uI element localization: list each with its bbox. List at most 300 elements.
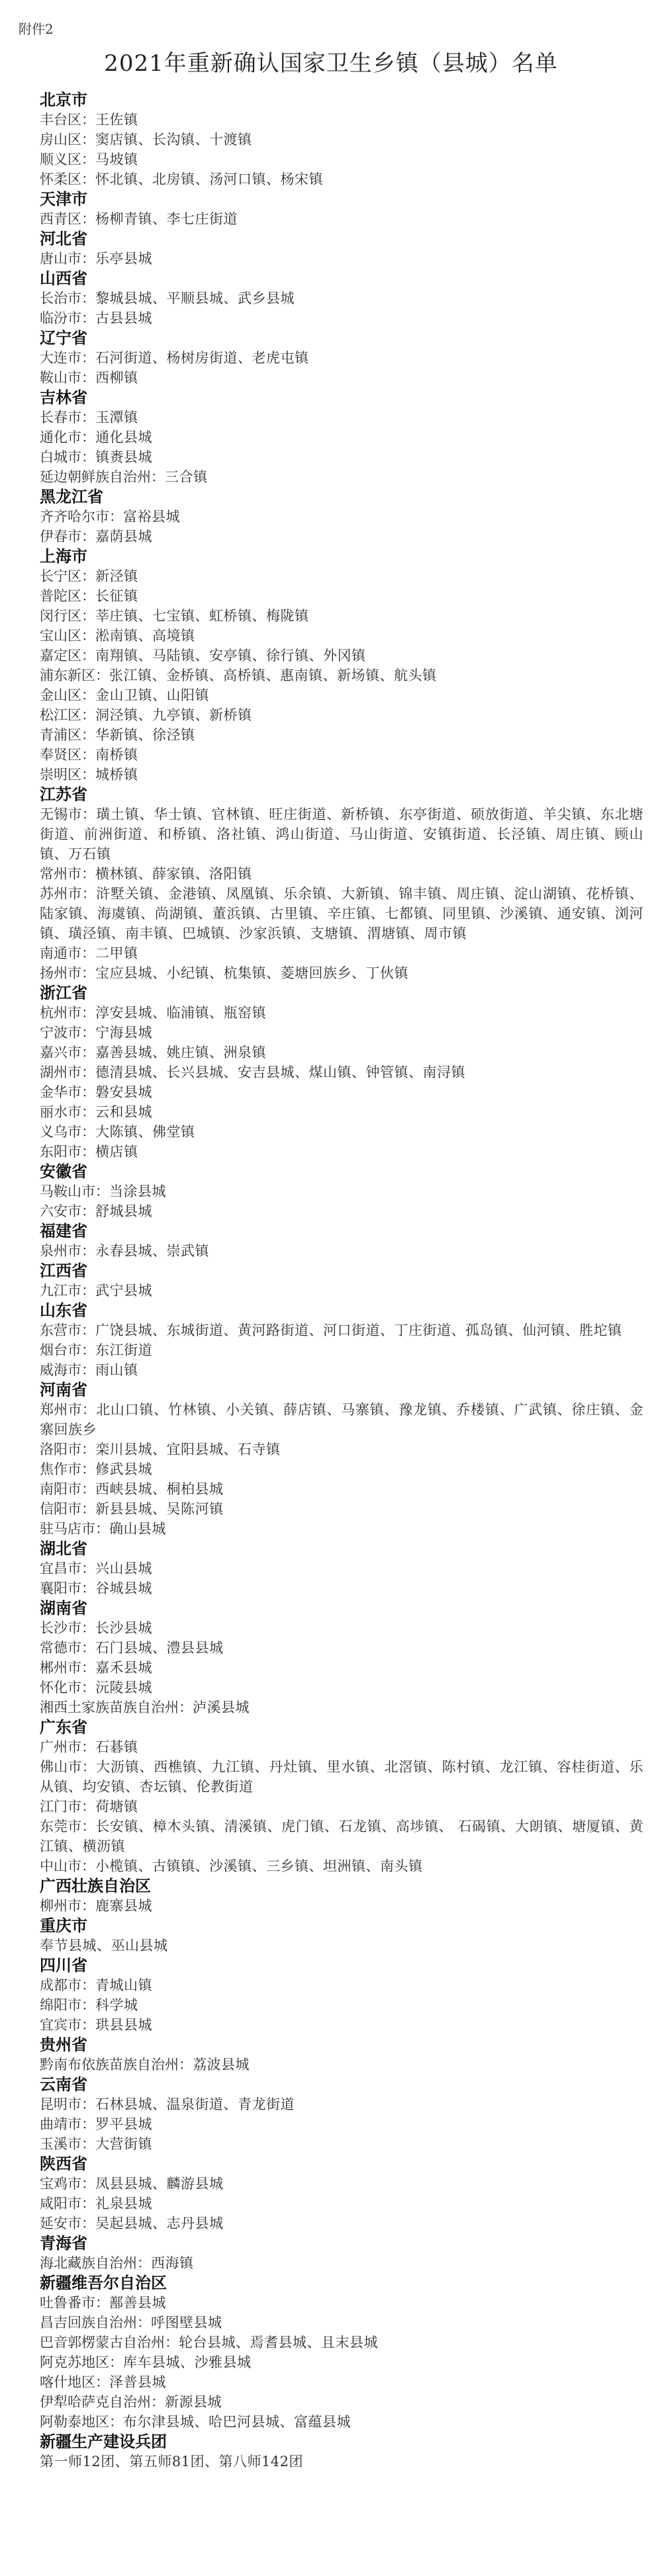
town-names: 嘉禾县城 (95, 1660, 152, 1676)
province-heading: 广西壮族自治区 (40, 1876, 151, 1895)
town-names: 北山口镇、竹林镇、小关镇、薛店镇、马寨镇、豫龙镇、乔楼镇、广武镇、徐庄镇、金寨回族乡 (40, 1402, 644, 1438)
town-names: 广饶县城、东城街道、黄河路街道、河口街道、丁庄街道、孤岛镇、仙河镇、胜坨镇 (95, 1322, 622, 1338)
city-entry (40, 705, 643, 725)
province-block (40, 2273, 643, 2432)
town-names: 马坡镇 (95, 151, 138, 167)
town-names: 嘉荫县城 (95, 529, 152, 544)
city-name: 无锡市： (40, 806, 97, 822)
city-entry (40, 467, 643, 487)
town-names: 金山卫镇、山阳镇 (95, 687, 209, 703)
province-block (40, 785, 643, 983)
province-block (40, 388, 643, 487)
city-entry (40, 804, 643, 864)
city-entry (40, 1757, 643, 1797)
province-block (40, 1261, 643, 1301)
town-names: 宁海县城 (95, 1025, 152, 1041)
town-names: 新源县城 (165, 2394, 222, 2410)
province-heading: 青海省 (40, 2233, 87, 2253)
city-entry (40, 427, 643, 447)
city-name: 吐鲁番市： (40, 2295, 109, 2311)
city-entry (40, 1320, 643, 1340)
city-entry (40, 2452, 643, 2471)
city-name: 白城市： (40, 449, 95, 465)
province-block (40, 1221, 643, 1261)
city-name: 咸阳市： (40, 2196, 95, 2211)
city-name: 佛山市： (40, 1759, 97, 1775)
province-heading: 安徽省 (40, 1162, 87, 1181)
province-heading: 上海市 (40, 546, 87, 566)
province-block (40, 1916, 643, 1955)
city-entry (40, 646, 643, 665)
city-name: 昆明市： (40, 2096, 95, 2112)
city-name: 焦作市： (40, 1461, 95, 1477)
town-names: 南桥镇 (95, 747, 138, 763)
city-name: 长沙市： (40, 1620, 95, 1636)
city-name: 扬州市： (40, 965, 95, 981)
province-block (40, 269, 643, 328)
city-name: 烟台市： (40, 1342, 95, 1358)
town-names: 长征镇 (95, 588, 138, 604)
city-name: 奉贤区： (40, 747, 95, 763)
city-entry (40, 1281, 643, 1301)
attachment-label: 附件2 (19, 21, 54, 37)
city-entry (40, 169, 643, 189)
city-entry (40, 1142, 643, 1162)
city-name: 普陀区： (40, 588, 95, 604)
city-name: 驻马店市： (40, 1521, 109, 1537)
province-heading: 江西省 (40, 1261, 87, 1280)
town-names: 洞泾镇、九亭镇、新桥镇 (95, 707, 252, 723)
town-names: 荔波县城 (193, 2057, 250, 2073)
city-entry (40, 1360, 643, 1380)
city-name: 常德市： (40, 1640, 95, 1656)
city-entry (40, 1062, 643, 1082)
city-name: 东莞市： (40, 1819, 96, 1834)
town-names: 沅陵县城 (95, 1680, 152, 1696)
city-name: 中山市： (40, 1858, 95, 1874)
city-name: 西青区： (40, 211, 95, 227)
city-name: 嘉定区： (40, 648, 95, 664)
town-names: 宝应县城、小纪镇、杭集镇、菱塘回族乡、丁伙镇 (95, 965, 408, 981)
town-names: 横林镇、薛家镇、洛阳镇 (95, 866, 252, 882)
town-names: 华新镇、徐泾镇 (95, 727, 195, 743)
city-name: 大连市： (40, 350, 95, 366)
city-name: 曲靖市： (40, 2116, 95, 2132)
town-names: 第一师12团、第五师81团、第八师142团 (40, 2454, 304, 2469)
city-entry (40, 2352, 643, 2372)
town-names: 云和县城 (95, 1104, 152, 1120)
city-entry (40, 1578, 643, 1598)
town-names: 新县县城、吴陈河镇 (95, 1501, 224, 1517)
city-name: 宝山区： (40, 628, 95, 644)
city-name: 长宁区： (40, 568, 95, 584)
town-names: 城桥镇 (95, 767, 138, 783)
town-names: 鄯善县城 (109, 2295, 166, 2311)
city-entry (40, 1122, 643, 1142)
city-name: 浦东新区： (40, 667, 109, 683)
town-names: 奉节县城、巫山县城 (40, 1938, 168, 1953)
city-entry (40, 2055, 643, 2075)
city-name: 临汾市： (40, 310, 95, 326)
city-entry (40, 2412, 643, 2432)
province-heading: 天津市 (40, 189, 87, 208)
city-name: 宜宾市： (40, 2017, 95, 2033)
town-names: 长沙县城 (95, 1620, 152, 1636)
city-entry (40, 249, 643, 269)
city-entry (40, 2293, 643, 2313)
province-heading: 河南省 (40, 1380, 87, 1399)
city-name: 唐山市： (40, 251, 95, 267)
province-block (40, 2233, 643, 2273)
city-name: 宁波市： (40, 1025, 95, 1041)
province-heading: 重庆市 (40, 1916, 87, 1935)
town-names: 黎城县城、平顺县城、武乡县城 (95, 290, 295, 306)
town-names: 修武县城 (95, 1461, 152, 1477)
city-entry (40, 1737, 643, 1757)
city-name: 洛阳市： (40, 1441, 95, 1457)
province-block (40, 328, 643, 388)
city-entry (40, 1936, 643, 1955)
city-entry (40, 1856, 643, 1876)
city-name: 延边朝鲜族自治州： (40, 469, 165, 485)
province-block (40, 2154, 643, 2233)
town-names: 大陈镇、佛堂镇 (95, 1124, 195, 1140)
city-name: 广州市： (40, 1739, 95, 1755)
province-heading: 北京市 (40, 90, 87, 109)
town-names: 杨柳青镇、李七庄街道 (95, 211, 238, 227)
town-names: 浒墅关镇、金港镇、凤凰镇、乐余镇、大新镇、锦丰镇、周庄镇、淀山湖镇、花桥镇、陆家镇、海虞镇、尚湖镇、董浜镇、古里镇、辛庄镇、七都镇、同里镇、沙溪镇、通安镇、浏河镇、璜泾镇、南丰镇、巴城镇、沙家浜镇、支塘镇、渭塘镇、周市镇 (40, 886, 644, 941)
town-names: 武宁县城 (95, 1283, 152, 1299)
city-name: 南通市： (40, 945, 95, 961)
city-entry (40, 2174, 643, 2194)
city-entry (40, 1201, 643, 1221)
city-entry (40, 1479, 643, 1499)
city-entry (40, 150, 643, 169)
city-name: 义乌市： (40, 1124, 95, 1140)
city-entry (40, 1618, 643, 1638)
city-entry (40, 1658, 643, 1678)
town-names: 谷城县城 (95, 1580, 152, 1596)
city-entry (40, 288, 643, 308)
town-names: 小榄镇、古镇镇、沙溪镇、三乡镇、坦洲镇、南头镇 (95, 1858, 423, 1874)
town-names: 三合镇 (165, 469, 208, 485)
city-name: 松江区： (40, 707, 95, 723)
city-entry (40, 1499, 643, 1519)
city-entry (40, 725, 643, 745)
town-names: 泽普县城 (109, 2374, 166, 2390)
town-names: 镇赉县城 (95, 449, 152, 465)
city-entry (40, 130, 643, 150)
town-names: 西柳镇 (95, 370, 138, 386)
city-entry (40, 1975, 643, 1995)
city-entry (40, 1102, 643, 1122)
town-names: 珙县县城 (95, 2017, 152, 2033)
town-names: 西峡县城、桐柏县城 (95, 1481, 224, 1497)
city-entry (40, 626, 643, 646)
city-name: 绵阳市： (40, 1997, 95, 2013)
town-names: 轮台县城、焉耆县城、且末县城 (179, 2335, 378, 2350)
city-name: 昌吉回族自治州： (40, 2315, 151, 2331)
city-name: 泉州市： (40, 1243, 95, 1259)
city-entry (40, 665, 643, 685)
town-names: 新泾镇 (95, 568, 138, 584)
city-entry (40, 2253, 643, 2273)
city-entry (40, 1439, 643, 1459)
city-entry (40, 566, 643, 586)
city-entry (40, 1638, 643, 1658)
town-names: 雨山镇 (95, 1362, 138, 1378)
city-name: 怀化市： (40, 1680, 95, 1696)
town-names: 大营街镇 (95, 2136, 152, 2152)
city-entry (40, 308, 643, 328)
province-heading: 贵州省 (40, 2035, 87, 2054)
city-entry (40, 1043, 643, 1062)
province-block (40, 1380, 643, 1539)
town-names: 确山县城 (109, 1521, 166, 1537)
province-block (40, 1162, 643, 1221)
province-block (40, 1598, 643, 1717)
town-names: 二甲镇 (95, 945, 138, 961)
city-name: 顺义区： (40, 151, 95, 167)
city-entry (40, 408, 643, 427)
town-names: 吴起县城、志丹县城 (95, 2215, 224, 2231)
province-block (40, 546, 643, 785)
town-names: 荷塘镇 (95, 1799, 138, 1815)
city-name: 江门市： (40, 1799, 95, 1815)
province-heading: 福建省 (40, 1221, 87, 1240)
town-names: 乐亭县城 (95, 251, 152, 267)
city-entry (40, 110, 643, 130)
city-name: 阿克苏地区： (40, 2354, 123, 2370)
town-names: 富裕县城 (123, 509, 180, 525)
town-names: 东江街道 (95, 1342, 152, 1358)
city-name: 马鞍山市： (40, 1183, 109, 1199)
town-names: 西海镇 (151, 2255, 194, 2271)
town-names: 罗平县城 (95, 2116, 152, 2132)
province-heading: 吉林省 (40, 388, 87, 407)
province-block (40, 1955, 643, 2035)
city-name: 长治市： (40, 290, 95, 306)
town-names: 张江镇、金桥镇、高桥镇、惠南镇、新场镇、航头镇 (109, 667, 437, 683)
town-names: 德清县城、长兴县城、安吉县城、煤山镇、钟管镇、南浔镇 (95, 1064, 465, 1080)
town-names: 兴山县城 (95, 1561, 152, 1576)
city-name: 通化市： (40, 429, 95, 445)
city-entry (40, 1023, 643, 1043)
province-block (40, 487, 643, 546)
province-heading: 陕西省 (40, 2154, 87, 2173)
city-name: 信阳市： (40, 1501, 95, 1517)
city-entry (40, 1559, 643, 1578)
city-name: 常州市： (40, 866, 95, 882)
city-entry (40, 943, 643, 963)
province-heading: 黑龙江省 (40, 487, 103, 506)
city-name: 六安市： (40, 1203, 95, 1219)
city-name: 玉溪市： (40, 2136, 95, 2152)
city-entry (40, 2313, 643, 2333)
city-name: 丰台区： (40, 112, 95, 128)
city-name: 湖州市： (40, 1064, 95, 1080)
town-names: 礼泉县城 (95, 2196, 152, 2211)
town-names: 凤县县城、麟游县城 (95, 2176, 224, 2192)
city-entry (40, 348, 643, 368)
city-name: 海北藏族自治州： (40, 2255, 151, 2271)
province-block (40, 2432, 643, 2471)
city-entry (40, 209, 643, 229)
city-entry (40, 507, 643, 527)
town-names: 莘庄镇、七宝镇、虹桥镇、梅陇镇 (95, 608, 309, 624)
province-heading: 山东省 (40, 1301, 87, 1320)
province-heading: 江苏省 (40, 785, 87, 804)
province-block (40, 1717, 643, 1876)
town-names: 永春县城、崇武镇 (95, 1243, 209, 1259)
province-block (40, 229, 643, 269)
province-block (40, 1539, 643, 1598)
town-names: 窦店镇、长沟镇、十渡镇 (95, 132, 252, 148)
city-name: 郴州市： (40, 1660, 95, 1676)
province-heading: 四川省 (40, 1955, 87, 1975)
town-names: 淞南镇、高境镇 (95, 628, 195, 644)
city-name: 东营市： (40, 1322, 95, 1338)
province-heading: 湖南省 (40, 1598, 87, 1617)
city-entry (40, 2392, 643, 2412)
city-entry (40, 2015, 643, 2035)
city-name: 长春市： (40, 409, 95, 425)
city-entry (40, 2194, 643, 2213)
town-names: 呼图壁县城 (151, 2315, 222, 2331)
province-block (40, 2075, 643, 2154)
province-block (40, 983, 643, 1162)
town-names: 石门县城、澧县县城 (95, 1640, 224, 1656)
town-list (40, 90, 643, 2471)
city-name: 成都市： (40, 1977, 95, 1993)
city-entry (40, 2213, 643, 2233)
town-names: 怀北镇、北房镇、汤河口镇、杨宋镇 (95, 171, 323, 187)
province-block (40, 90, 643, 189)
city-entry (40, 606, 643, 626)
town-names: 古县县城 (95, 310, 152, 326)
city-name: 喀什地区： (40, 2374, 109, 2390)
city-entry (40, 2372, 643, 2392)
city-name: 怀柔区： (40, 171, 95, 187)
city-entry (40, 1459, 643, 1479)
city-entry (40, 1241, 643, 1261)
page-title: 2021年重新确认国家卫生乡镇（县城）名单 (104, 50, 558, 77)
city-entry (40, 963, 643, 983)
town-names: 磐安县城 (95, 1084, 152, 1100)
city-entry (40, 1817, 643, 1856)
city-name: 伊犁哈萨克自治州： (40, 2394, 165, 2410)
town-names: 横店镇 (95, 1144, 138, 1160)
town-names: 舒城县城 (95, 1203, 152, 1219)
city-name: 宝鸡市： (40, 2176, 95, 2192)
city-entry (40, 2134, 643, 2154)
city-name: 房山区： (40, 132, 95, 148)
city-entry (40, 745, 643, 765)
city-entry (40, 527, 643, 546)
province-heading: 辽宁省 (40, 328, 87, 347)
town-names: 璜土镇、华士镇、官林镇、旺庄街道、新桥镇、东亭街道、硕放街道、羊尖镇、东北塘街道、前洲街道、和桥镇、洛社镇、鸿山街道、马山街道、安镇街道、长泾镇、周庄镇、顾山镇、万石镇 (40, 806, 644, 862)
city-entry (40, 2094, 643, 2114)
city-entry (40, 765, 643, 785)
city-entry (40, 1181, 643, 1201)
city-name: 九江市： (40, 1283, 95, 1299)
province-block (40, 1301, 643, 1380)
town-names: 石碁镇 (95, 1739, 138, 1755)
city-entry (40, 1896, 643, 1916)
city-name: 苏州市： (40, 886, 97, 902)
town-names: 栾川县城、宜阳县城、石寺镇 (95, 1441, 281, 1457)
city-entry (40, 1519, 643, 1539)
town-names: 石林县城、温泉街道、青龙街道 (95, 2096, 295, 2112)
town-names: 泸溪县城 (193, 1699, 250, 1715)
town-names: 淳安县城、临浦镇、瓶窑镇 (95, 1005, 266, 1021)
city-name: 青浦区： (40, 727, 95, 743)
city-name: 崇明区： (40, 767, 95, 783)
town-names: 通化县城 (95, 429, 152, 445)
province-heading: 广东省 (40, 1717, 87, 1737)
city-entry (40, 884, 643, 943)
city-entry (40, 1678, 643, 1697)
town-names: 长安镇、樟木头镇、清溪镇、虎门镇、石龙镇、高埗镇、 石碣镇、大朗镇、塘厦镇、黄江镇、横沥镇 (40, 1819, 644, 1854)
city-name: 嘉兴市： (40, 1045, 95, 1060)
city-name: 金山区： (40, 687, 95, 703)
city-name: 丽水市： (40, 1104, 95, 1120)
province-heading: 新疆生产建设兵团 (40, 2432, 167, 2451)
city-name: 湘西土家族苗族自治州： (40, 1699, 193, 1715)
province-block (40, 189, 643, 229)
city-name: 郑州市： (40, 1402, 97, 1418)
city-name: 杭州市： (40, 1005, 95, 1021)
city-entry (40, 1082, 643, 1102)
city-name: 闵行区： (40, 608, 95, 624)
city-entry (40, 1400, 643, 1439)
city-entry (40, 2114, 643, 2134)
city-name: 南阳市： (40, 1481, 95, 1497)
province-block (40, 2035, 643, 2075)
city-entry (40, 864, 643, 884)
city-name: 鞍山市： (40, 370, 95, 386)
city-name: 襄阳市： (40, 1580, 95, 1596)
city-entry (40, 1340, 643, 1360)
city-entry (40, 1995, 643, 2015)
province-heading: 新疆维吾尔自治区 (40, 2273, 167, 2292)
town-names: 大沥镇、西樵镇、九江镇、丹灶镇、里水镇、北滘镇、陈村镇、龙江镇、容桂街道、乐从镇、均安镇、杏坛镇、伦教街道 (40, 1759, 644, 1795)
town-names: 当涂县城 (109, 1183, 166, 1199)
city-name: 柳州市： (40, 1898, 95, 1914)
town-names: 王佐镇 (95, 112, 138, 128)
province-block (40, 1876, 643, 1916)
city-name: 宜昌市： (40, 1561, 95, 1576)
city-name: 威海市： (40, 1362, 95, 1378)
city-entry (40, 685, 643, 705)
province-heading: 湖北省 (40, 1539, 87, 1558)
town-names: 青城山镇 (95, 1977, 152, 1993)
province-heading: 浙江省 (40, 983, 87, 1002)
city-name: 阿勒泰地区： (40, 2414, 123, 2430)
city-name: 东阳市： (40, 1144, 95, 1160)
province-heading: 云南省 (40, 2075, 87, 2094)
town-names: 嘉善县城、姚庄镇、洲泉镇 (95, 1045, 266, 1060)
city-entry (40, 447, 643, 467)
city-entry (40, 586, 643, 606)
city-name: 伊春市： (40, 529, 95, 544)
city-name: 巴音郭楞蒙古自治州： (40, 2335, 179, 2350)
city-entry (40, 368, 643, 388)
province-heading: 河北省 (40, 229, 87, 248)
city-name: 齐齐哈尔市： (40, 509, 123, 525)
town-names: 石河街道、杨树房街道、老虎屯镇 (95, 350, 309, 366)
town-names: 布尔津县城、哈巴河县城、富蕴县城 (123, 2414, 351, 2430)
